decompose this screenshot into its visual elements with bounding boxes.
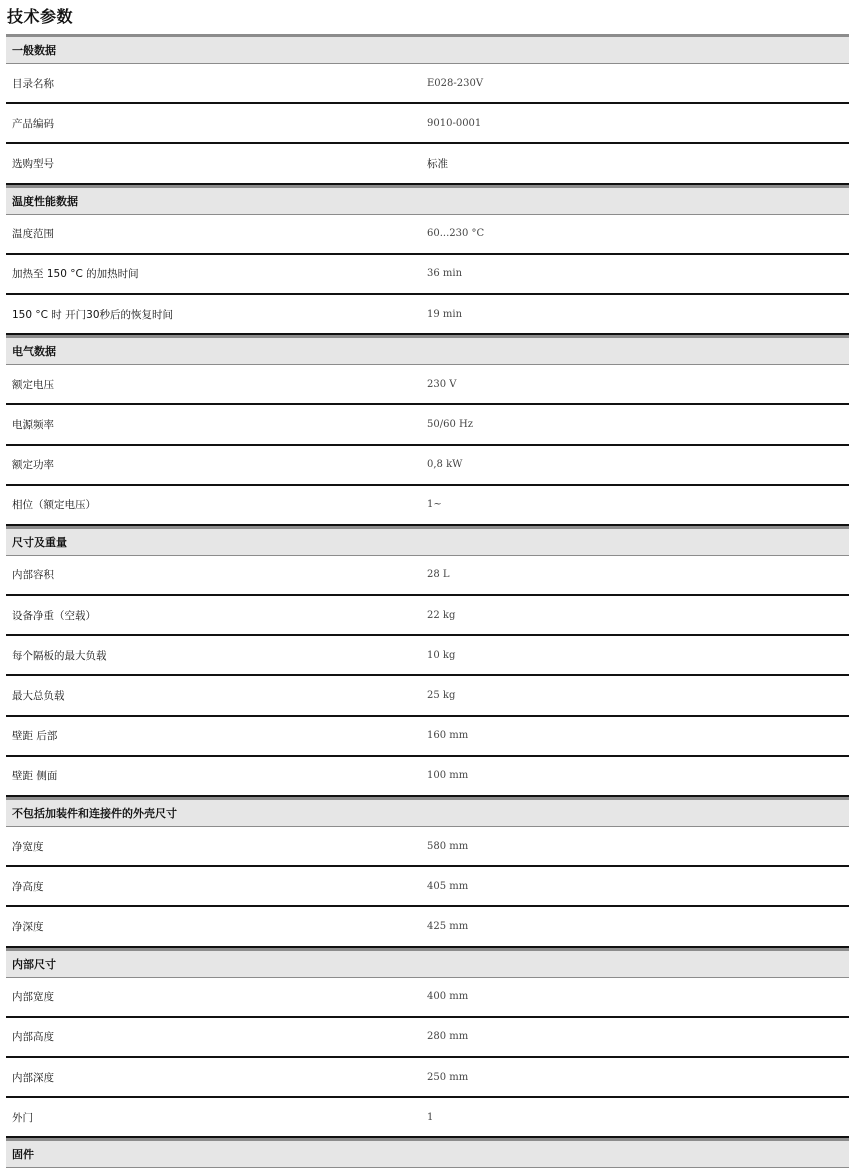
section-header-inner-dimensions: 内部尺寸 [6,948,849,978]
spec-value: 250 mm [427,1071,469,1083]
spec-row-temperature-range [6,215,849,255]
spec-row-rated-power [6,446,849,486]
spec-label: 选购型号 [12,157,54,170]
page-title: 技术参数 [7,7,74,26]
spec-label: 每个隔板的最大负载 [12,649,107,662]
spec-row-max-load-per-shelf [6,636,849,676]
spec-row-max-total-load [6,676,849,716]
spec-label: 净宽度 [12,840,44,853]
spec-value: 标准 [427,157,448,170]
spec-label: 壁距 侧面 [12,770,58,783]
spec-label: 电源频率 [12,418,54,431]
spec-label: 内部深度 [12,1071,54,1084]
spec-label: 净深度 [12,920,44,933]
spec-value: 1 [427,1111,434,1123]
spec-value: 280 mm [427,1031,469,1043]
spec-label: 净高度 [12,880,44,893]
spec-row-phase [6,486,849,526]
spec-row-net-depth [6,907,849,947]
spec-label: 额定功率 [12,459,54,472]
spec-label: 内部宽度 [12,991,54,1004]
section-header-electrical: 电气数据 [6,335,849,365]
spec-label: 内部容积 [12,569,54,582]
spec-value: 9010-0001 [427,117,482,129]
spec-label: 产品编码 [12,117,54,130]
spec-value: 580 mm [427,840,469,852]
spec-label: 目录名称 [12,77,54,90]
spec-row-mains-frequency [6,405,849,445]
spec-value: 405 mm [427,880,469,892]
spec-value: 425 mm [427,920,469,932]
spec-value: 36 min [427,268,463,280]
spec-row-option-model [6,144,849,184]
spec-value: 60...230 °C [427,228,485,240]
spec-value: 100 mm [427,770,469,782]
spec-value: 10 kg [427,649,456,661]
spec-label: 壁距 后部 [12,730,58,743]
spec-label: 150 °C 时 开门30秒后的恢复时间 [12,308,173,321]
spec-label: 温度范围 [12,228,54,241]
spec-row-product-code [6,104,849,144]
spec-label: 加热至 150 °C 的加热时间 [12,268,139,281]
spec-label: 相位（额定电压） [12,499,96,512]
spec-row-inner-width [6,978,849,1018]
section-header-outer-dimensions: 不包括加装件和连接件的外壳尺寸 [6,797,849,827]
spec-row-recovery-time [6,295,849,335]
section-header-fixtures: 固件 [6,1138,849,1168]
spec-row-outer-door [6,1098,849,1138]
spec-value: 1~ [427,499,442,511]
spec-row-rated-voltage [6,365,849,405]
spec-row-inner-depth [6,1058,849,1098]
spec-row-net-weight [6,596,849,636]
spec-value: 230 V [427,378,457,390]
spec-value: 0,8 kW [427,459,463,471]
spec-value: 28 L [427,569,450,581]
spec-value: 19 min [427,308,463,320]
spec-row-catalog-name [6,64,849,104]
spec-label: 额定电压 [12,378,54,391]
section-header-general: 一般数据 [6,34,849,64]
spec-value: 50/60 Hz [427,418,473,430]
spec-table [6,34,849,1168]
spec-value: 22 kg [427,609,456,621]
section-header-dimensions-weight: 尺寸及重量 [6,526,849,556]
spec-label: 内部高度 [12,1031,54,1044]
spec-value: E028-230V [427,77,484,89]
spec-row-heat-up-time [6,255,849,295]
spec-value: 400 mm [427,991,469,1003]
spec-label: 最大总负载 [12,690,65,703]
section-header-temperature: 温度性能数据 [6,185,849,215]
spec-row-wall-distance-side [6,757,849,797]
spec-label: 设备净重（空载） [12,609,96,622]
spec-label: 外门 [12,1111,33,1124]
spec-row-internal-volume [6,556,849,596]
spec-value: 25 kg [427,690,456,702]
spec-row-net-height [6,867,849,907]
spec-value: 160 mm [427,730,469,742]
spec-row-net-width [6,827,849,867]
spec-row-wall-distance-rear [6,717,849,757]
spec-row-inner-height [6,1018,849,1058]
